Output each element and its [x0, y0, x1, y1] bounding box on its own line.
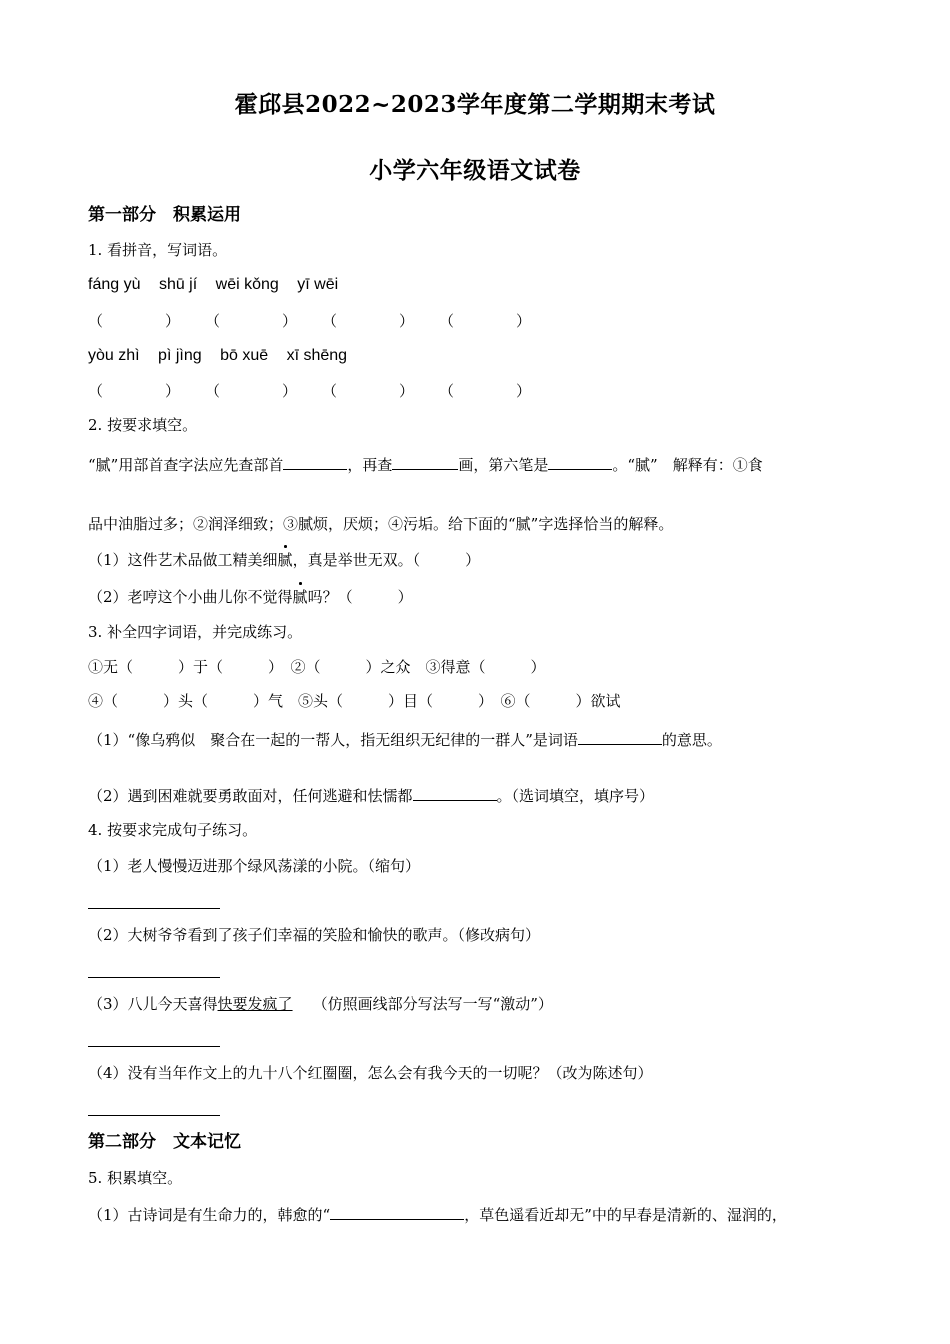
q1-pinyin-row2 — [88, 346, 361, 366]
part2-heading: 第二部分 文本记忆 — [88, 1132, 241, 1152]
q4-sub2: （2）大树爷爷看到了孩子们幸福的笑脸和愉快的歌声。（修改病句） — [88, 926, 541, 944]
q3-sub-text: （2）遇到困难就要勇敢面对，任何逃避和怯懦都 — [88, 787, 413, 805]
exam-title: 霍邱县2022~2023学年度第二学期期末考试 — [234, 91, 716, 118]
emphasis-char: 腻 — [277, 551, 293, 569]
fill-blank[interactable] — [413, 785, 497, 801]
q2-sub1 — [88, 550, 480, 570]
pinyin-item: pì jìng — [158, 347, 202, 364]
fill-blank[interactable] — [392, 454, 458, 470]
answer-parens[interactable]: （ ） — [88, 312, 181, 330]
pinyin-item: wēi kǒng — [215, 276, 279, 293]
q2-sub-text: （1）这件艺术品做工精美细 — [88, 551, 278, 569]
q1-answer-row1 — [88, 311, 556, 331]
q2-sub-text: ，真是举世无双。（ ） — [292, 551, 481, 569]
answer-parens[interactable]: （ ） — [205, 382, 298, 400]
underlined-phrase: 快要发疯了 — [217, 995, 293, 1013]
answer-line[interactable] — [88, 908, 220, 909]
q3-row2: ④（ ）头（ ）气 ⑤头（ ）目（ ） ⑥（ ）欲试 — [88, 692, 621, 710]
q2-prompt: 2. 按要求填空。 — [88, 416, 198, 434]
q4-sub3 — [88, 994, 553, 1014]
q2-line2: 品中油脂过多；②润泽细致；③腻烦，厌烦；④污垢。给下面的“腻”字选择恰当的解释。 — [88, 515, 674, 533]
q2-text: 。“腻” 解释有：①食 — [612, 456, 763, 474]
fill-blank[interactable] — [283, 454, 347, 470]
q1-pinyin-row1 — [88, 275, 352, 295]
answer-parens[interactable]: （ ） — [322, 382, 415, 400]
answer-line[interactable] — [88, 1115, 220, 1116]
answer-parens[interactable]: （ ） — [322, 312, 415, 330]
q2-line1 — [88, 454, 763, 475]
q2-text: ，再查 — [347, 456, 393, 474]
fill-blank[interactable] — [578, 729, 662, 745]
pinyin-item: yòu zhì — [88, 347, 140, 364]
q4-sub1: （1）老人慢慢迈进那个绿风荡漾的小院。（缩句） — [88, 857, 421, 875]
q2-text: 画，第六笔是 — [458, 456, 549, 474]
pinyin-item: yī wēi — [297, 276, 339, 293]
emphasis-char: 腻 — [292, 588, 308, 606]
part1-heading: 第一部分 积累运用 — [88, 205, 241, 225]
q3-sub-text: 的意思。 — [661, 731, 722, 749]
fill-blank[interactable] — [548, 454, 612, 470]
q5-prompt: 5. 积累填空。 — [88, 1169, 183, 1187]
q4-sub-text: （3）八儿今天喜得 — [88, 995, 218, 1013]
q2-text: “腻”用部首查字法应先查部首 — [88, 456, 284, 474]
exam-subtitle: 小学六年级语文试卷 — [369, 157, 581, 184]
q3-sub-text: 。（选词填空，填序号） — [496, 787, 655, 805]
q3-prompt: 3. 补全四字词语，并完成练习。 — [88, 623, 303, 641]
answer-parens[interactable]: （ ） — [88, 382, 181, 400]
q3-sub1 — [88, 729, 722, 750]
answer-parens[interactable]: （ ） — [439, 312, 532, 330]
fill-blank[interactable] — [330, 1204, 464, 1220]
q3-row1: ①无（ ）于（ ） ②（ ）之众 ③得意（ ） — [88, 658, 546, 676]
q1-prompt: 1. 看拼音，写词语。 — [88, 241, 228, 259]
q4-sub-text: （仿照画线部分写法写一写“激动”） — [312, 995, 553, 1013]
q5-sub-text: ，草色遥看近却无”中的早春是清新的、湿润的， — [464, 1206, 787, 1224]
q3-sub-text: （1）“像乌鸦似 聚合在一起的一帮人，指无组织无纪律的一群人”是词语 — [88, 731, 578, 749]
q2-sub-text: 吗？（ ） — [307, 588, 413, 606]
answer-parens[interactable]: （ ） — [205, 312, 298, 330]
q2-sub-text: （2）老哼这个小曲儿你不觉得 — [88, 588, 293, 606]
q2-sub2 — [88, 587, 413, 607]
pinyin-item: xī shēng — [286, 347, 348, 364]
pinyin-item: shū jí — [158, 276, 198, 293]
answer-line[interactable] — [88, 1046, 220, 1047]
q4-prompt: 4. 按要求完成句子练习。 — [88, 821, 258, 839]
q4-sub4: （4）没有当年作文上的九十八个红圈圈，怎么会有我今天的一切呢？（改为陈述句） — [88, 1064, 653, 1082]
q5-sub-text: （1）古诗词是有生命力的，韩愈的“ — [88, 1206, 331, 1224]
pinyin-item: bō xuē — [220, 347, 269, 364]
q5-sub1 — [88, 1204, 787, 1225]
pinyin-item: fáng yù — [88, 276, 141, 293]
q1-answer-row2 — [88, 381, 556, 401]
q3-sub2 — [88, 785, 654, 806]
answer-parens[interactable]: （ ） — [439, 382, 532, 400]
answer-line[interactable] — [88, 977, 220, 978]
